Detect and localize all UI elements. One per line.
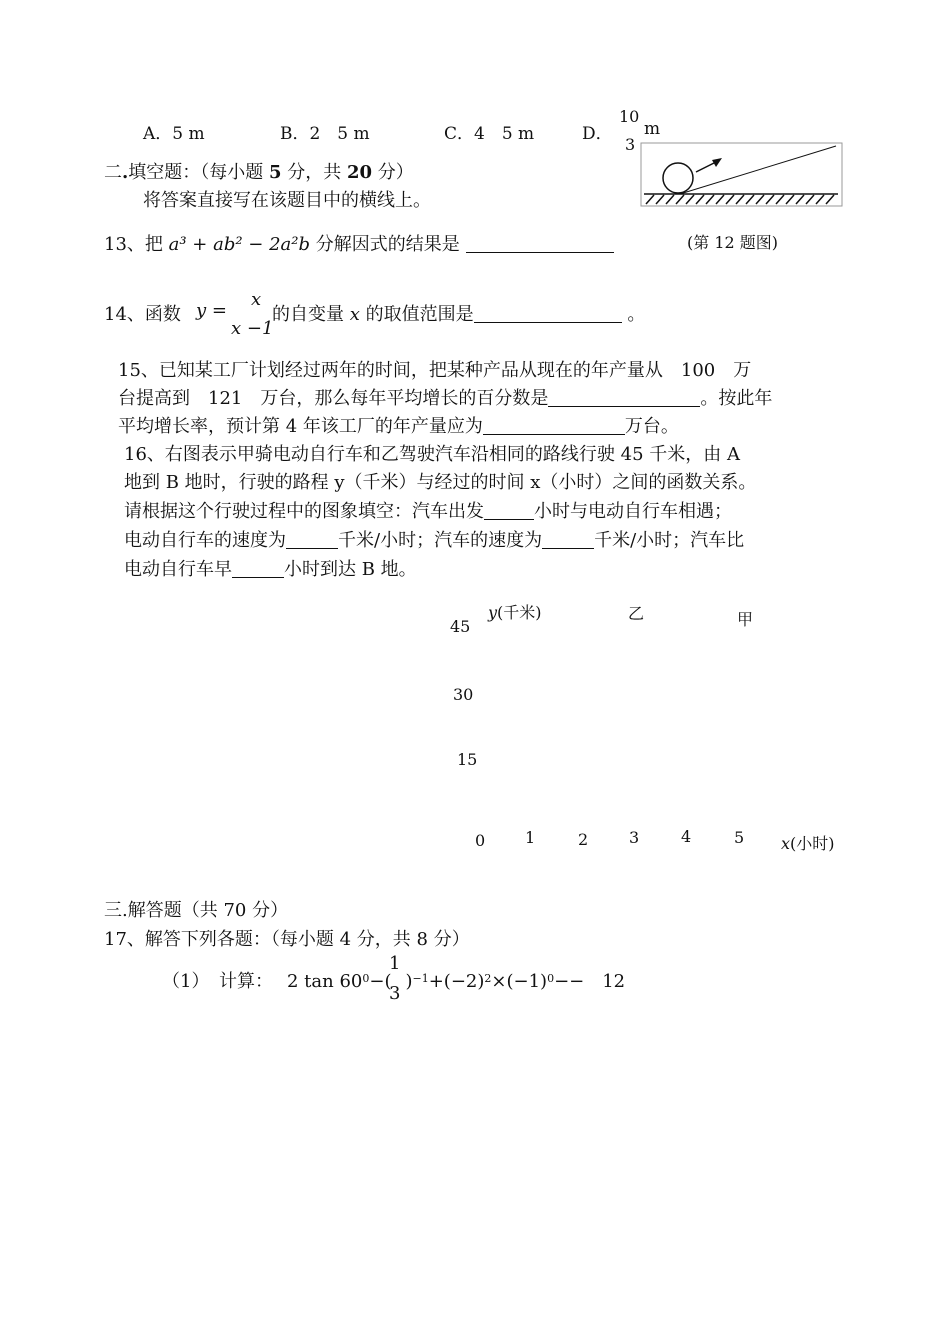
q15-blank-percent bbox=[548, 388, 700, 407]
q17-1-frac-numerator: 1 bbox=[389, 953, 401, 974]
q13: 13、把 a³ + ab² − 2a²b 分解因式的结果是 bbox=[104, 230, 614, 256]
q16-blank-car-speed bbox=[542, 530, 594, 549]
graph-x-tick-2: 2 bbox=[578, 830, 589, 849]
q16-blank-meet-time bbox=[484, 501, 534, 520]
graph-x-tick-0: 0 bbox=[475, 831, 486, 850]
q17-1-frac-denominator: 3 bbox=[389, 983, 401, 1004]
q13-expression: a³ + ab² − 2a²b bbox=[168, 234, 311, 255]
graph-y-tick-45: 45 bbox=[450, 617, 471, 636]
choice-b: B．2 5 m bbox=[280, 124, 370, 144]
q16-line5: 电动自行车早 小时到达 B 地。 bbox=[124, 559, 417, 580]
q14-prefix: 14、函数 bbox=[104, 304, 181, 325]
choice-d-denominator: 3 bbox=[625, 135, 636, 154]
q14-denominator: x −1 bbox=[231, 318, 274, 339]
graph-x-tick-3: 3 bbox=[629, 828, 640, 847]
q14-lhs: y = bbox=[196, 300, 227, 321]
q14-numerator: x bbox=[251, 289, 262, 310]
graph-y-axis-label: y(千米) bbox=[488, 603, 542, 622]
figure-12-arrow bbox=[696, 162, 716, 172]
q15-line1: 15、已知某工厂计划经过两年的时间，把某种产品从现在的年产量从 100 万 bbox=[118, 360, 752, 381]
q15-line2: 台提高到 121 万台，那么每年平均增长的百分数是 。按此年 bbox=[118, 388, 773, 409]
choice-d-numerator: 10 bbox=[619, 107, 640, 126]
q16-blank-earlier-time bbox=[232, 559, 284, 578]
graph-series-label-yi: 乙 bbox=[628, 604, 645, 623]
graph-series-label-jia: 甲 bbox=[737, 610, 754, 629]
q16-line3: 请根据这个行驶过程中的图象填空：汽车出发 小时与电动自行车相遇； bbox=[124, 501, 732, 522]
q17-1-expression: 2 $\tan 60^0-$( )$^{-1}+(-2)^2\times(-1)^0--$ 12 bbox=[287, 971, 626, 992]
graph-y-tick-30: 30 bbox=[453, 685, 474, 704]
choice-a: A．5 m bbox=[143, 124, 205, 144]
figure-12-caption: (第 12 题图) bbox=[687, 233, 779, 252]
choice-c: C．4 5 m bbox=[444, 124, 535, 144]
graph-x-tick-1: 1 bbox=[525, 828, 536, 847]
graph-x-axis-label: x(小时) bbox=[781, 834, 835, 853]
section3-title: 三.解答题（共 70 分） bbox=[104, 900, 289, 921]
q14-answer-blank bbox=[474, 304, 622, 323]
q17-title: 17、解答下列各题：（每小题 4 分，共 8 分） bbox=[104, 929, 470, 950]
choice-d-unit: m bbox=[644, 119, 661, 139]
q16-line2: 地到 B 地时，行驶的路程 y（千米）与经过的时间 x（小时）之间的函数关系。 bbox=[124, 472, 757, 493]
graph-x-tick-4: 4 bbox=[681, 827, 692, 846]
q16-line1: 16、右图表示甲骑电动自行车和乙驾驶汽车沿相同的路线行驶 45 千米，由 A bbox=[124, 444, 740, 465]
figure-12-incline bbox=[680, 146, 836, 194]
figure-12-ball bbox=[663, 163, 693, 193]
q13-answer-blank bbox=[466, 234, 614, 253]
q15-line3: 平均增长率，预计第 4 年该工厂的年产量应为 万台。 bbox=[118, 416, 679, 437]
graph-y-tick-15: 15 bbox=[457, 750, 478, 769]
q14-rest: 的自变量 x 的取值范围是 。 bbox=[272, 304, 646, 325]
q17-1-label: （1） bbox=[162, 971, 210, 992]
section2-title: 二.填空题：（每小题 5 分，共 20 分） bbox=[104, 162, 414, 183]
graph-x-tick-5: 5 bbox=[734, 828, 745, 847]
figure-12-arrowhead bbox=[712, 158, 722, 167]
q16-blank-bike-speed bbox=[286, 530, 338, 549]
section2-instruction: 将答案直接写在该题目中的横线上。 bbox=[143, 190, 431, 211]
figure-12-slope bbox=[640, 142, 844, 208]
q16-line4: 电动自行车的速度为 千米/小时；汽车的速度为 千米/小时；汽车比 bbox=[124, 530, 745, 551]
choice-d-label: D． bbox=[582, 124, 613, 144]
q15-blank-output bbox=[483, 416, 625, 435]
figure-12-hatch bbox=[646, 195, 834, 204]
q17-1-prefix: 计算： bbox=[219, 971, 273, 992]
